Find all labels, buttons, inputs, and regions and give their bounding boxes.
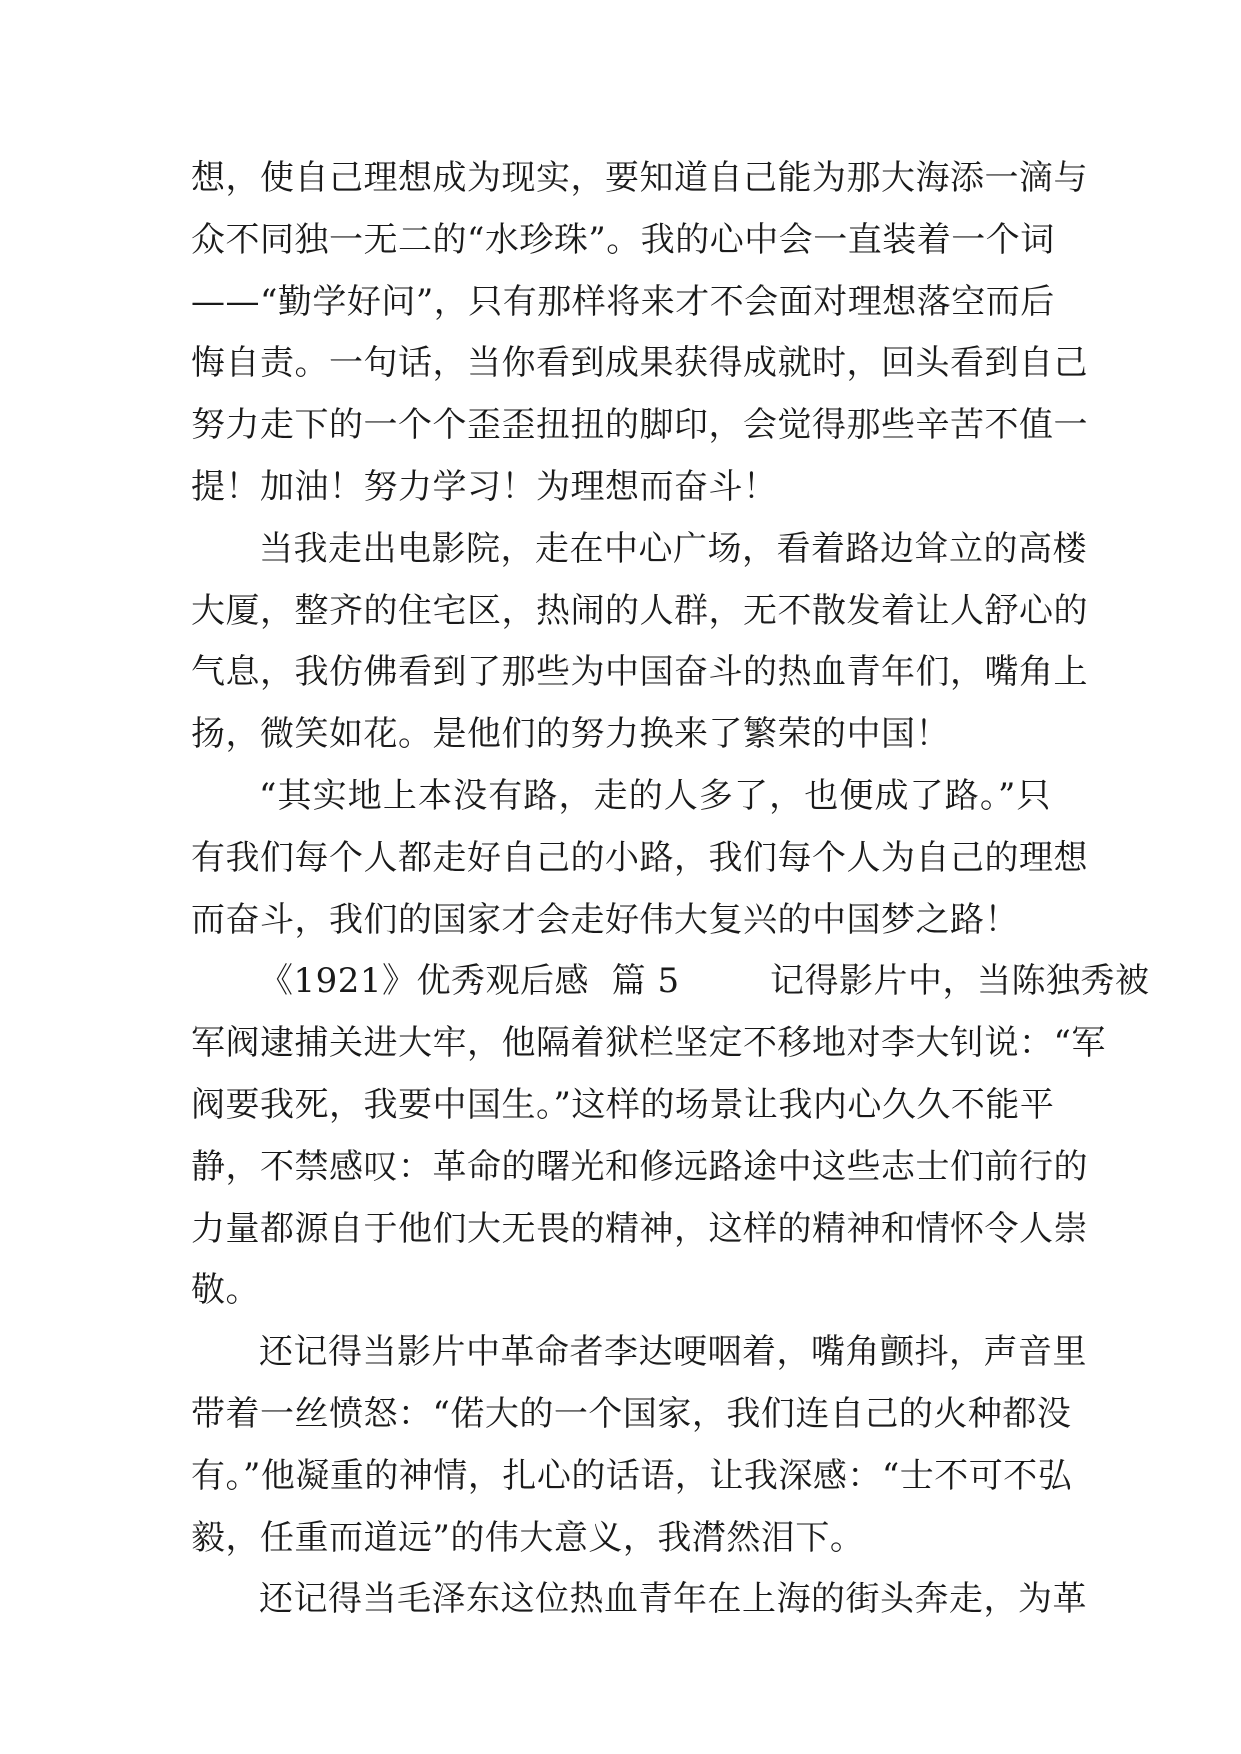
paragraph-first-line: 还记得当毛泽东这位热血青年在上海的街头奔走，为革 [259, 1579, 1087, 1620]
text-line: ——“勤学好问”，只有那样将来才不会面对理想落空而后 [191, 281, 1055, 322]
text-line: 有我们每个人都走好自己的小路，我们每个人为自己的理想 [191, 837, 1088, 878]
text-line: 而奋斗，我们的国家才会走好伟大复兴的中国梦之路！ [191, 899, 1019, 940]
text-line: 气息，我仿佛看到了那些为中国奋斗的热血青年们，嘴角上 [191, 652, 1088, 693]
text-line: 大厦，整齐的住宅区，热闹的人群，无不散发着让人舒心的 [191, 590, 1088, 631]
paragraph-first-line: “其实地上本没有路，走的人多了，也便成了路。”只 [259, 775, 1051, 816]
text-line: 带着一丝愤怒：“偌大的一个国家，我们连自己的火种都没 [191, 1393, 1072, 1434]
paragraph-first-line: 当我走出电影院，走在中心广场，看着路边耸立的高楼 [259, 528, 1087, 569]
text-line: 阀要我死，我要中国生。”这样的场景让我内心久久不能平 [191, 1084, 1055, 1125]
text-line: 众不同独一无二的“水珍珠”。我的心中会一直装着一个词 [191, 219, 1055, 260]
text-line: 扬，微笑如花。是他们的努力换来了繁荣的中国！ [191, 714, 950, 755]
text-line: 敬。 [191, 1270, 260, 1311]
text-line: 军阀逮捕关进大牢，他隔着狱栏坚定不移地对李大钊说：“军 [191, 1023, 1106, 1064]
text-line: 毅，任重而道远”的伟大意义，我潸然泪下。 [191, 1517, 865, 1558]
text-line: 努力走下的一个个歪歪扭扭的脚印，会觉得那些辛苦不值一 [191, 405, 1088, 446]
paragraph-first-line: 还记得当影片中革命者李达哽咽着，嘴角颤抖，声音里 [259, 1332, 1087, 1373]
text-line: 想，使自己理想成为现实，要知道自己能为那大海添一滴与 [191, 158, 1088, 198]
text-line: 提！加油！努力学习！为理想而奋斗！ [191, 466, 778, 507]
section-heading-line: 《1921》优秀观后感 篇 5 记得影片中，当陈独秀被 [259, 961, 1150, 1002]
text-line: 悔自责。一句话，当你看到成果获得成就时，回头看到自己 [191, 343, 1088, 384]
text-line: 力量都源自于他们大无畏的精神，这样的精神和情怀令人崇 [191, 1208, 1088, 1249]
essay-text-block [191, 148, 1150, 1631]
text-line: 静，不禁感叹：革命的曙光和修远路途中这些志士们前行的 [191, 1146, 1088, 1187]
text-line: 有。”他凝重的神情，扎心的话语，让我深感：“士不可不弘 [191, 1455, 1073, 1496]
